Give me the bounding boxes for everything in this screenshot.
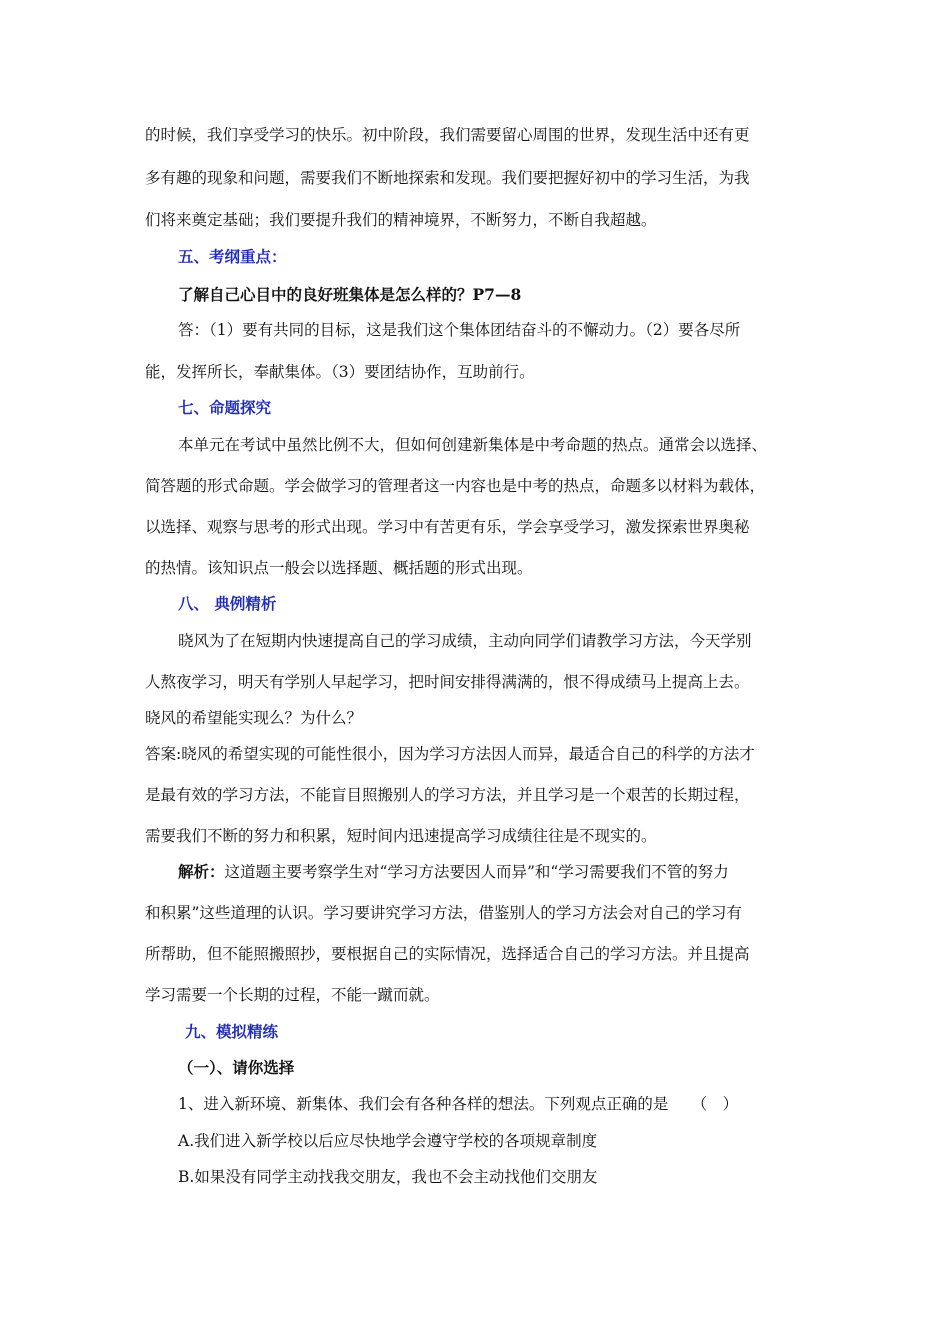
proposition-line-4: 的热情。该知识点一般会以选择题、概括题的形式出现。 bbox=[145, 559, 533, 577]
section-heading-practice: 九、模拟精练 bbox=[185, 1022, 279, 1041]
analysis-text-start: 这道题主要考察学生对“学习方法要因人而异”和“学习需要我们不管的努力 bbox=[224, 863, 729, 881]
practice-subheading: （一）、请你选择 bbox=[178, 1058, 295, 1077]
intro-line-2: 多有趣的现象和问题，需要我们不断地探索和发现。我们要把握好初中的学习生活，为我 bbox=[145, 169, 750, 187]
example-answer-line-2: 是最有效的学习方法，不能盲目照搬别人的学习方法，并且学习是一个艰苦的长期过程， bbox=[145, 786, 750, 804]
exam-point-question: 了解自己心目中的良好班集体是怎么样的？P7—8 bbox=[178, 285, 522, 304]
example-analysis-line-2: 和积累”这些道理的认识。学习要讲究学习方法，借鉴别人的学习方法会对自己的学习有 bbox=[145, 904, 742, 922]
analysis-label: 解析： bbox=[178, 862, 225, 881]
section-heading-proposition: 七、命题探究 bbox=[178, 398, 272, 417]
exam-point-answer-line-2: 能，发挥所长，奉献集体。（3）要团结协作，互助前行。 bbox=[145, 363, 535, 381]
example-story-line-1: 晓风为了在短期内快速提高自己的学习成绩，主动向同学们请教学习方法，今天学别 bbox=[178, 632, 752, 650]
proposition-line-3: 以选择、观察与思考的形式出现。学习中有苦更有乐，学会享受学习，激发探索世界奥秘 bbox=[145, 518, 750, 536]
exam-point-answer-line-1: 答：（1）要有共同的目标，这是我们这个集体团结奋斗的不懈动力。（2）要各尽所 bbox=[178, 321, 741, 339]
section-heading-exam-points: 五、考纲重点： bbox=[178, 247, 287, 266]
proposition-line-1: 本单元在考试中虽然比例不大，但如何创建新集体是中考命题的热点。通常会以选择、 bbox=[178, 436, 768, 454]
section-heading-example: 八、 典例精析 bbox=[178, 594, 277, 613]
practice-option-a: A.我们进入新学校以后应尽快地学会遵守学校的各项规章制度 bbox=[178, 1132, 598, 1150]
intro-line-1: 的时候，我们享受学习的快乐。初中阶段，我们需要留心周围的世界，发现生活中还有更 bbox=[145, 126, 750, 144]
example-answer-line-1: 答案:晓风的希望实现的可能性很小，因为学习方法因人而异，最适合自己的科学的方法才 bbox=[145, 745, 755, 763]
example-analysis-line-3: 所帮助，但不能照搬照抄，要根据自己的实际情况，选择适合自己的学习方法。并且提高 bbox=[145, 945, 750, 963]
practice-question-1: 1、进入新环境、新集体、我们会有各种各样的想法。下列观点正确的是 （ ） bbox=[178, 1095, 739, 1113]
proposition-line-2: 简答题的形式命题。学会做学习的管理者这一内容也是中考的热点，命题多以材料为载体， bbox=[145, 477, 766, 495]
example-analysis-line-4: 学习需要一个长期的过程，不能一蹴而就。 bbox=[145, 986, 440, 1004]
example-answer-line-3: 需要我们不断的努力和积累，短时间内迅速提高学习成绩往往是不现实的。 bbox=[145, 827, 657, 845]
example-story-line-2: 人熬夜学习，明天有学别人早起学习，把时间安排得满满的，恨不得成绩马上提高上去。 bbox=[145, 673, 750, 691]
practice-option-b: B.如果没有同学主动找我交朋友，我也不会主动找他们交朋友 bbox=[178, 1168, 598, 1186]
example-analysis-line-1 bbox=[178, 862, 848, 882]
example-question: 晓风的希望能实现么？为什么？ bbox=[145, 709, 363, 727]
intro-line-3: 们将来奠定基础；我们要提升我们的精神境界，不断努力，不断自我超越。 bbox=[145, 211, 657, 229]
